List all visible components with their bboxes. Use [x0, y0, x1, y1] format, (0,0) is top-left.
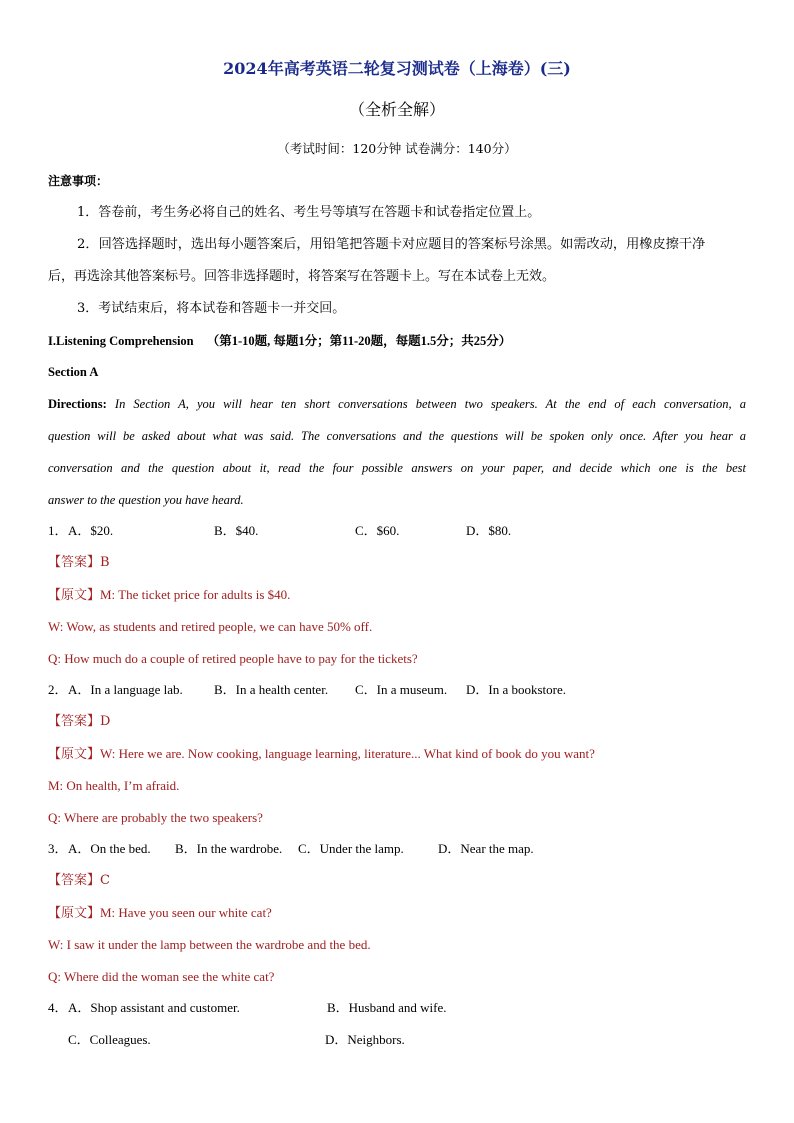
directions-line-2: question will be asked about what was said. The conversations and the questions will be spoken only once. After you hear a — [48, 429, 746, 443]
option-d: D．Neighbors. — [325, 1032, 405, 1047]
notice-item-2-line-2: 后，再选涂其他答案标号。回答非选择题时，将答案写在答题卡上。写在本试卷上无效。 — [48, 269, 556, 284]
option-d: D．In a bookstore. — [466, 682, 567, 697]
question-number: 4． — [48, 1000, 68, 1015]
option-a: A．On the bed. — [68, 841, 151, 856]
part-heading — [48, 332, 511, 350]
option-c: C．Under the lamp. — [298, 841, 404, 856]
question-number: 3． — [48, 841, 68, 856]
transcript-3-line-2: W: I saw it under the lamp between the wardrobe and the bed. — [48, 937, 371, 952]
option-b: B．In a health center. — [214, 682, 329, 697]
notice-item-3: 3．考试结束后，将本试卷和答题卡一并交回。 — [77, 301, 346, 316]
transcript-2-line-2: M: On health, I’m afraid. — [48, 778, 180, 793]
transcript-1-line-3: Q: How much do a couple of retired people have to pay for the tickets? — [48, 651, 418, 666]
question-1 — [48, 522, 748, 540]
transcript-1-line-1: 【原文】M: The ticket price for adults is $40. — [48, 587, 291, 602]
transcript-2-line-3: Q: Where are probably the two speakers? — [48, 810, 263, 825]
transcript-3-line-3: Q: Where did the woman see the white cat? — [48, 969, 275, 984]
option-c: C．$60. — [355, 523, 400, 538]
part-title: I.Listening Comprehension — [48, 334, 194, 348]
notice-item-2-line-1: 2．回答选择题时，选出每小题答案后，用铅笔把答题卡对应题目的答案标号涂黑。如需改动，用橡皮擦干净 — [77, 237, 706, 252]
page-title: 2024年高考英语二轮复习测试卷（上海卷）(三) — [223, 59, 571, 78]
exam-info: （考试时间：120分钟 试卷满分：140分） — [277, 141, 517, 156]
question-2 — [48, 681, 748, 699]
option-d: D．$80. — [466, 523, 512, 538]
directions-text-1: In Section A, you will hear ten short conversations between two speakers. At the end of each conversation, a — [106, 397, 746, 411]
question-number: 2． — [48, 682, 68, 697]
option-c: C．In a museum. — [355, 682, 448, 697]
option-b: B．Husband and wife. — [327, 1000, 447, 1015]
answer-1: 【答案】B — [48, 555, 110, 570]
option-c: C．Colleagues. — [68, 1032, 151, 1047]
notice-item-1: 1．答卷前，考生务必将自己的姓名、考生号等填写在答题卡和试卷指定位置上。 — [77, 205, 541, 220]
part-scoring: （第1-10题, 每题1分；第11-20题，每题1.5分；共25分） — [206, 334, 512, 348]
directions-line-1 — [48, 395, 746, 413]
directions-line-3: conversation and the question about it, read the four possible answers on your paper, and decide which one is the best — [48, 461, 746, 475]
section-heading: Section A — [48, 365, 99, 379]
option-b: B．$40. — [214, 523, 259, 538]
question-number: 1． — [48, 523, 68, 538]
option-a: A．Shop assistant and customer. — [68, 1000, 240, 1015]
directions-label: Directions: — [48, 397, 107, 411]
page-subtitle: （全析全解） — [348, 100, 445, 119]
directions-line-4: answer to the question you have heard. — [48, 493, 244, 507]
answer-3: 【答案】C — [48, 873, 110, 888]
question-3 — [48, 840, 748, 858]
option-d: D．Near the map. — [438, 841, 534, 856]
option-b: B．In the wardrobe. — [175, 841, 283, 856]
question-4 — [48, 999, 748, 1017]
transcript-3-line-1: 【原文】M: Have you seen our white cat? — [48, 905, 272, 920]
option-a: A．In a language lab. — [68, 682, 183, 697]
transcript-2-line-1: 【原文】W: Here we are. Now cooking, language learning, literature... What kind of book do you want? — [48, 746, 595, 761]
notice-heading: 注意事项： — [48, 174, 109, 188]
answer-2: 【答案】D — [48, 714, 111, 729]
transcript-1-line-2: W: Wow, as students and retired people, we can have 50% off. — [48, 619, 373, 634]
option-a: A．$20. — [68, 523, 114, 538]
